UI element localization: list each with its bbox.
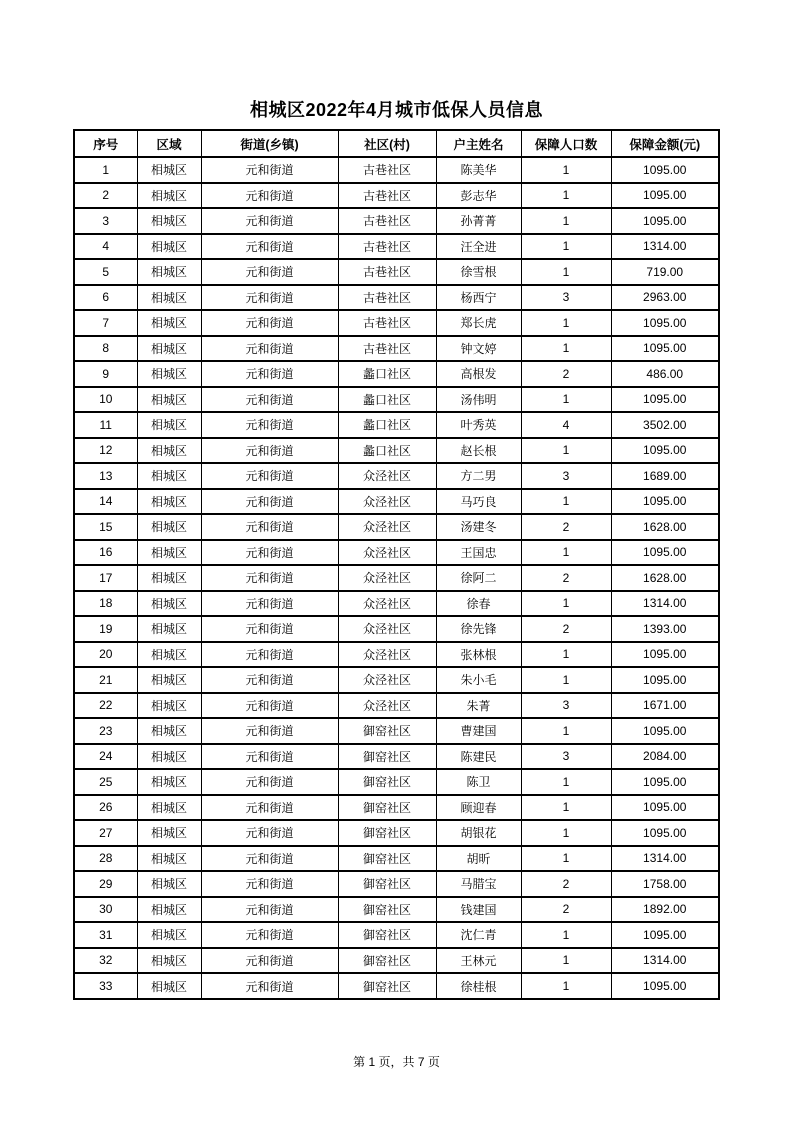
table-cell: 众泾社区 <box>338 489 436 515</box>
table-cell: 元和街道 <box>201 718 338 744</box>
table-cell: 御窑社区 <box>338 718 436 744</box>
table-cell: 3 <box>74 208 137 234</box>
table-row <box>74 489 719 515</box>
table-cell: 2 <box>521 871 611 897</box>
table-cell: 1628.00 <box>611 514 719 540</box>
table-cell: 陈卫 <box>436 769 521 795</box>
table-cell: 众泾社区 <box>338 565 436 591</box>
table-cell: 蠡口社区 <box>338 412 436 438</box>
table-cell: 相城区 <box>137 744 201 770</box>
table-row <box>74 795 719 821</box>
table-cell: 相城区 <box>137 540 201 566</box>
column-header: 保障人口数 <box>521 130 611 157</box>
table-cell: 元和街道 <box>201 361 338 387</box>
table-cell: 相城区 <box>137 514 201 540</box>
table-cell: 15 <box>74 514 137 540</box>
table-cell: 1095.00 <box>611 208 719 234</box>
table-cell: 元和街道 <box>201 438 338 464</box>
table-cell: 元和街道 <box>201 183 338 209</box>
table-cell: 元和街道 <box>201 234 338 260</box>
table-cell: 1 <box>74 157 137 183</box>
table-cell: 1095.00 <box>611 438 719 464</box>
table-cell: 1 <box>521 310 611 336</box>
table-row <box>74 514 719 540</box>
table-cell: 33 <box>74 973 137 999</box>
table-cell: 3 <box>521 744 611 770</box>
table-cell: 元和街道 <box>201 922 338 948</box>
table-cell: 相城区 <box>137 234 201 260</box>
table-cell: 1314.00 <box>611 591 719 617</box>
table-cell: 31 <box>74 922 137 948</box>
table-cell: 元和街道 <box>201 616 338 642</box>
table-cell: 9 <box>74 361 137 387</box>
table-cell: 1314.00 <box>611 234 719 260</box>
table-cell: 相城区 <box>137 973 201 999</box>
table-cell: 相城区 <box>137 208 201 234</box>
table-cell: 1314.00 <box>611 846 719 872</box>
table-cell: 22 <box>74 693 137 719</box>
table-cell: 徐雪根 <box>436 259 521 285</box>
table-cell: 御窑社区 <box>338 846 436 872</box>
table-cell: 方二男 <box>436 463 521 489</box>
table-row <box>74 616 719 642</box>
table-cell: 御窑社区 <box>338 973 436 999</box>
table-cell: 1628.00 <box>611 565 719 591</box>
table-row <box>74 871 719 897</box>
table-row <box>74 973 719 999</box>
table-cell: 相城区 <box>137 412 201 438</box>
table-cell: 16 <box>74 540 137 566</box>
table-cell: 2 <box>521 897 611 923</box>
table-cell: 元和街道 <box>201 336 338 362</box>
table-cell: 元和街道 <box>201 412 338 438</box>
table-cell: 朱小毛 <box>436 667 521 693</box>
table-row <box>74 387 719 413</box>
table-row <box>74 157 719 183</box>
table-cell: 13 <box>74 463 137 489</box>
table-cell: 相城区 <box>137 565 201 591</box>
table-cell: 古巷社区 <box>338 285 436 311</box>
table-cell: 胡昕 <box>436 846 521 872</box>
table-cell: 徐桂根 <box>436 973 521 999</box>
table-cell: 御窑社区 <box>338 744 436 770</box>
table-cell: 蠡口社区 <box>338 361 436 387</box>
table-cell: 元和街道 <box>201 463 338 489</box>
table-cell: 顾迎春 <box>436 795 521 821</box>
table-cell: 1095.00 <box>611 667 719 693</box>
table-cell: 30 <box>74 897 137 923</box>
table-cell: 1 <box>521 183 611 209</box>
table-cell: 1 <box>521 642 611 668</box>
table-cell: 高根发 <box>436 361 521 387</box>
table-cell: 徐先锋 <box>436 616 521 642</box>
table-cell: 1 <box>521 667 611 693</box>
table-cell: 1 <box>521 973 611 999</box>
table-cell: 马腊宝 <box>436 871 521 897</box>
table-cell: 23 <box>74 718 137 744</box>
table-cell: 元和街道 <box>201 820 338 846</box>
table-cell: 元和街道 <box>201 948 338 974</box>
table-cell: 1095.00 <box>611 157 719 183</box>
column-header: 序号 <box>74 130 137 157</box>
table-cell: 26 <box>74 795 137 821</box>
table-cell: 相城区 <box>137 463 201 489</box>
table-row <box>74 259 719 285</box>
table-cell: 相城区 <box>137 667 201 693</box>
table-cell: 14 <box>74 489 137 515</box>
table-cell: 1095.00 <box>611 540 719 566</box>
table-cell: 2 <box>521 616 611 642</box>
table-cell: 相城区 <box>137 642 201 668</box>
table-cell: 相城区 <box>137 438 201 464</box>
table-cell: 众泾社区 <box>338 540 436 566</box>
table-cell: 32 <box>74 948 137 974</box>
table-cell: 5 <box>74 259 137 285</box>
table-cell: 27 <box>74 820 137 846</box>
table-cell: 28 <box>74 846 137 872</box>
table-cell: 郑长虎 <box>436 310 521 336</box>
table-cell: 御窑社区 <box>338 820 436 846</box>
column-header: 区域 <box>137 130 201 157</box>
table-cell: 4 <box>74 234 137 260</box>
lowbao-info-table <box>73 129 720 1000</box>
table-cell: 众泾社区 <box>338 616 436 642</box>
table-row <box>74 846 719 872</box>
table-cell: 2 <box>74 183 137 209</box>
table-cell: 1 <box>521 846 611 872</box>
table-cell: 1 <box>521 489 611 515</box>
table-cell: 1095.00 <box>611 922 719 948</box>
table-cell: 1095.00 <box>611 336 719 362</box>
table-cell: 1095.00 <box>611 718 719 744</box>
table-cell: 1 <box>521 540 611 566</box>
table-cell: 元和街道 <box>201 565 338 591</box>
table-cell: 御窑社区 <box>338 769 436 795</box>
table-cell: 元和街道 <box>201 871 338 897</box>
table-cell: 叶秀英 <box>436 412 521 438</box>
table-row <box>74 922 719 948</box>
table-cell: 719.00 <box>611 259 719 285</box>
table-cell: 相城区 <box>137 922 201 948</box>
table-cell: 古巷社区 <box>338 310 436 336</box>
table-header-row <box>74 130 719 157</box>
table-cell: 1095.00 <box>611 489 719 515</box>
table-cell: 元和街道 <box>201 973 338 999</box>
table-row <box>74 361 719 387</box>
table-cell: 陈美华 <box>436 157 521 183</box>
table-cell: 相城区 <box>137 387 201 413</box>
table-cell: 元和街道 <box>201 667 338 693</box>
table-cell: 元和街道 <box>201 591 338 617</box>
table-cell: 1689.00 <box>611 463 719 489</box>
table-cell: 1095.00 <box>611 795 719 821</box>
table-cell: 元和街道 <box>201 846 338 872</box>
table-cell: 御窑社区 <box>338 922 436 948</box>
table-cell: 1095.00 <box>611 183 719 209</box>
table-cell: 29 <box>74 871 137 897</box>
table-cell: 元和街道 <box>201 157 338 183</box>
table-cell: 相城区 <box>137 259 201 285</box>
table-cell: 王林元 <box>436 948 521 974</box>
table-cell: 1 <box>521 718 611 744</box>
table-cell: 徐春 <box>436 591 521 617</box>
table-cell: 张林根 <box>436 642 521 668</box>
column-header: 户主姓名 <box>436 130 521 157</box>
table-cell: 元和街道 <box>201 693 338 719</box>
table-cell: 1 <box>521 208 611 234</box>
page-title: 相城区2022年4月城市低保人员信息 <box>249 100 544 120</box>
table-cell: 17 <box>74 565 137 591</box>
table-cell: 2 <box>521 361 611 387</box>
table-cell: 25 <box>74 769 137 795</box>
table-cell: 3502.00 <box>611 412 719 438</box>
table-cell: 4 <box>521 412 611 438</box>
table-cell: 御窑社区 <box>338 948 436 974</box>
table-cell: 众泾社区 <box>338 591 436 617</box>
table-cell: 古巷社区 <box>338 157 436 183</box>
table-cell: 汤伟明 <box>436 387 521 413</box>
table-cell: 1 <box>521 820 611 846</box>
table-cell: 相城区 <box>137 871 201 897</box>
table-cell: 3 <box>521 463 611 489</box>
table-row <box>74 591 719 617</box>
table-cell: 3 <box>521 693 611 719</box>
table-cell: 元和街道 <box>201 642 338 668</box>
table-cell: 朱菁 <box>436 693 521 719</box>
table-cell: 相城区 <box>137 948 201 974</box>
table-row <box>74 667 719 693</box>
table-row <box>74 285 719 311</box>
table-cell: 2 <box>521 565 611 591</box>
table-cell: 相城区 <box>137 157 201 183</box>
table-row <box>74 769 719 795</box>
table-cell: 1 <box>521 769 611 795</box>
table-cell: 古巷社区 <box>338 336 436 362</box>
table-cell: 蠡口社区 <box>338 387 436 413</box>
table-cell: 元和街道 <box>201 769 338 795</box>
table-cell: 相城区 <box>137 846 201 872</box>
table-cell: 1095.00 <box>611 973 719 999</box>
table-row <box>74 693 719 719</box>
table-row <box>74 744 719 770</box>
table-cell: 赵长根 <box>436 438 521 464</box>
table-cell: 汪全进 <box>436 234 521 260</box>
table-cell: 马巧良 <box>436 489 521 515</box>
column-header: 保障金额(元) <box>611 130 719 157</box>
table-cell: 12 <box>74 438 137 464</box>
table-cell: 2084.00 <box>611 744 719 770</box>
table-cell: 众泾社区 <box>338 693 436 719</box>
table-row <box>74 234 719 260</box>
table-cell: 1758.00 <box>611 871 719 897</box>
table-cell: 蠡口社区 <box>338 438 436 464</box>
table-cell: 陈建民 <box>436 744 521 770</box>
table-cell: 杨西宁 <box>436 285 521 311</box>
table-cell: 沈仁青 <box>436 922 521 948</box>
table-row <box>74 463 719 489</box>
table-cell: 元和街道 <box>201 387 338 413</box>
table-cell: 2963.00 <box>611 285 719 311</box>
table-cell: 1095.00 <box>611 820 719 846</box>
table-cell: 1393.00 <box>611 616 719 642</box>
table-row <box>74 642 719 668</box>
table-cell: 元和街道 <box>201 285 338 311</box>
table-cell: 1671.00 <box>611 693 719 719</box>
table-row <box>74 412 719 438</box>
table-cell: 1 <box>521 234 611 260</box>
table-cell: 相城区 <box>137 897 201 923</box>
table-cell: 8 <box>74 336 137 362</box>
table-cell: 1095.00 <box>611 642 719 668</box>
table-cell: 相城区 <box>137 693 201 719</box>
table-cell: 1892.00 <box>611 897 719 923</box>
table-row <box>74 336 719 362</box>
table-cell: 6 <box>74 285 137 311</box>
table-cell: 众泾社区 <box>338 667 436 693</box>
table-row <box>74 438 719 464</box>
table-cell: 元和街道 <box>201 208 338 234</box>
table-cell: 元和街道 <box>201 744 338 770</box>
table-cell: 18 <box>74 591 137 617</box>
table-cell: 相城区 <box>137 183 201 209</box>
table-cell: 1314.00 <box>611 948 719 974</box>
table-cell: 御窑社区 <box>338 897 436 923</box>
table-cell: 元和街道 <box>201 489 338 515</box>
table-cell: 古巷社区 <box>338 183 436 209</box>
table-cell: 1 <box>521 387 611 413</box>
table-row <box>74 183 719 209</box>
table-cell: 1095.00 <box>611 387 719 413</box>
table-row <box>74 540 719 566</box>
table-cell: 相城区 <box>137 285 201 311</box>
table-cell: 1 <box>521 948 611 974</box>
table-cell: 钟文婷 <box>436 336 521 362</box>
table-cell: 相城区 <box>137 489 201 515</box>
table-row <box>74 310 719 336</box>
table-cell: 御窑社区 <box>338 871 436 897</box>
table-cell: 彭志华 <box>436 183 521 209</box>
table-cell: 1 <box>521 591 611 617</box>
table-cell: 徐阿二 <box>436 565 521 591</box>
table-cell: 2 <box>521 514 611 540</box>
table-cell: 元和街道 <box>201 795 338 821</box>
table-cell: 众泾社区 <box>338 463 436 489</box>
table-cell: 11 <box>74 412 137 438</box>
table-cell: 24 <box>74 744 137 770</box>
table-cell: 1095.00 <box>611 769 719 795</box>
table-cell: 相城区 <box>137 336 201 362</box>
table-row <box>74 208 719 234</box>
table-cell: 1 <box>521 922 611 948</box>
table-cell: 元和街道 <box>201 514 338 540</box>
table-row <box>74 948 719 974</box>
table-cell: 古巷社区 <box>338 208 436 234</box>
table-cell: 元和街道 <box>201 259 338 285</box>
table-cell: 王国忠 <box>436 540 521 566</box>
table-cell: 7 <box>74 310 137 336</box>
table-cell: 众泾社区 <box>338 642 436 668</box>
table-cell: 胡银花 <box>436 820 521 846</box>
page-number-footer: 第 1 页，共 7 页 <box>353 1055 440 1069</box>
table-cell: 1 <box>521 795 611 821</box>
table-cell: 相城区 <box>137 769 201 795</box>
table-cell: 1 <box>521 259 611 285</box>
table-row <box>74 897 719 923</box>
table-cell: 古巷社区 <box>338 259 436 285</box>
table-cell: 相城区 <box>137 361 201 387</box>
table-cell: 御窑社区 <box>338 795 436 821</box>
table-row <box>74 565 719 591</box>
table-cell: 1 <box>521 438 611 464</box>
table-cell: 10 <box>74 387 137 413</box>
table-row <box>74 718 719 744</box>
table-cell: 相城区 <box>137 820 201 846</box>
table-cell: 1095.00 <box>611 310 719 336</box>
table-cell: 孙菁菁 <box>436 208 521 234</box>
table-cell: 20 <box>74 642 137 668</box>
table-cell: 相城区 <box>137 718 201 744</box>
table-cell: 相城区 <box>137 795 201 821</box>
table-cell: 元和街道 <box>201 897 338 923</box>
table-cell: 相城区 <box>137 591 201 617</box>
table-cell: 汤建冬 <box>436 514 521 540</box>
table-cell: 众泾社区 <box>338 514 436 540</box>
table-cell: 元和街道 <box>201 310 338 336</box>
table-cell: 486.00 <box>611 361 719 387</box>
table-cell: 古巷社区 <box>338 234 436 260</box>
table-cell: 相城区 <box>137 310 201 336</box>
column-header: 社区(村) <box>338 130 436 157</box>
table-cell: 相城区 <box>137 616 201 642</box>
table-cell: 1 <box>521 157 611 183</box>
table-cell: 1 <box>521 336 611 362</box>
table-cell: 曹建国 <box>436 718 521 744</box>
column-header: 街道(乡镇) <box>201 130 338 157</box>
table-cell: 钱建国 <box>436 897 521 923</box>
table-cell: 元和街道 <box>201 540 338 566</box>
table-cell: 3 <box>521 285 611 311</box>
table-cell: 21 <box>74 667 137 693</box>
table-cell: 19 <box>74 616 137 642</box>
table-row <box>74 820 719 846</box>
table-body <box>74 157 719 999</box>
